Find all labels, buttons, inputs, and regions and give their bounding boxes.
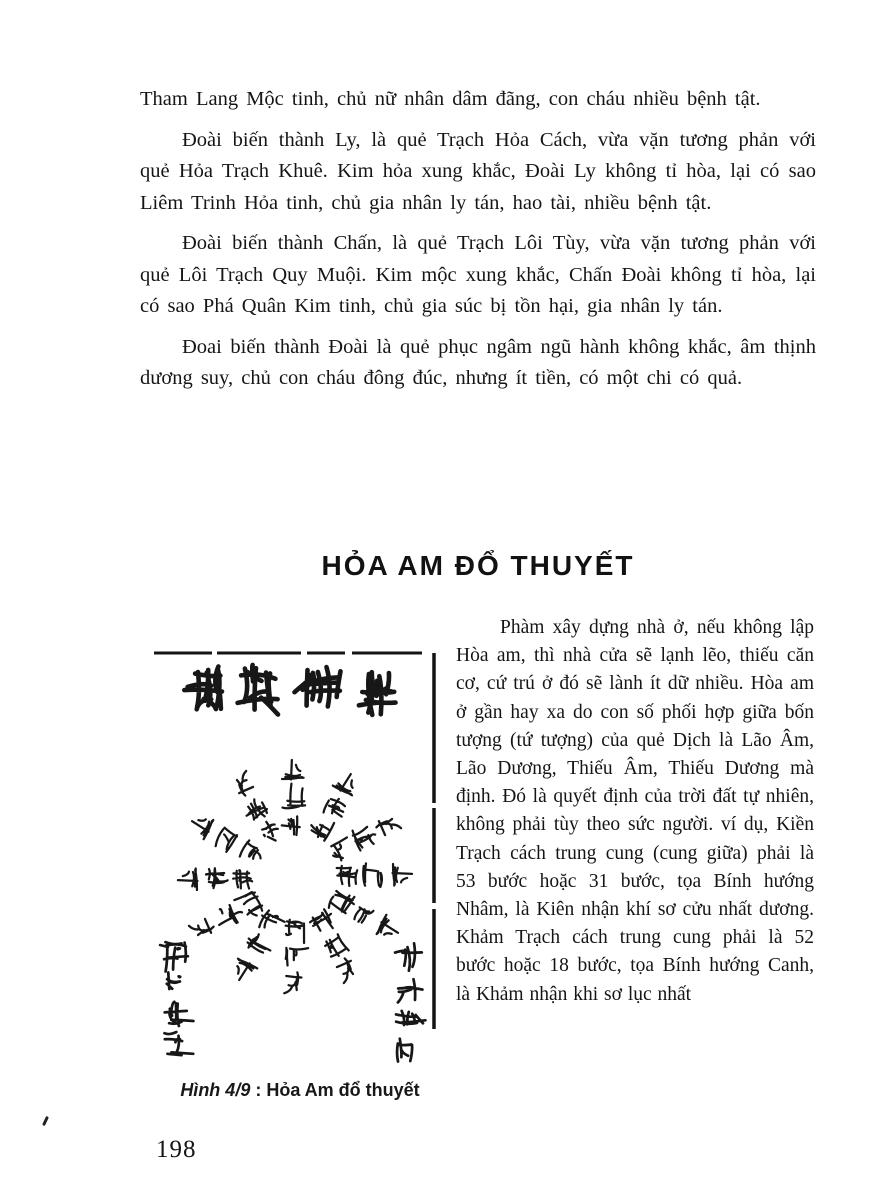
page-number: 198: [156, 1136, 197, 1163]
paragraph: Đoài biến thành Ly, là quẻ Trạch Hỏa Cách, vừa vặn tương phản với quẻ Hỏa Trạch Khuê. Kim hỏa xung khắc, Đoài Ly không tỉ hòa, lại có sao Liêm Trinh Hỏa tinh, chủ gia nhân ly tán, hao tài, nhiều bệnh tật.: [140, 128, 816, 214]
paragraph: Đoài biến thành Chấn, là quẻ Trạch Lôi Tùy, vừa vặn tương phản với quẻ Lôi Trạch Quy Muội. Kim mộc xung khắc, Chấn Đoài không tỉ hòa, lại có sao Phá Quân Kim tinh, chủ gia súc bị tồn hại, gia nhân ly tán.: [140, 232, 816, 317]
figure-diagram: [152, 645, 444, 1070]
paragraph: Tham Lang Mộc tinh, chủ nữ nhân dâm đãng, con cháu nhiều bệnh tật.: [140, 88, 761, 110]
top-paragraphs: [140, 84, 816, 404]
caption-figure-label: Hình 4/9: [180, 1080, 251, 1100]
paragraph: Đoai biến thành Đoài là quẻ phục ngâm ngũ hành không khắc, âm thịnh dương suy, chủ con cháu đông đúc, nhưng ít tiền, có một chi có quả.: [140, 335, 816, 389]
margin-speck: [42, 1116, 49, 1126]
figure-caption: [150, 1080, 450, 1101]
right-text-column: Phàm xây dựng nhà ở, nếu không lập Hòa am, thì nhà cửa sẽ lạnh lẽo, thiếu căn cơ, cứ trú ở đó sẽ lành ít dữ nhiều. Hòa am ở gần hay xa do con số phối hợp giữa bốn tượng (tứ tượng) của quẻ Dịch là Lão Âm, Lão Dương, Thiếu Âm, Thiếu Dương mà định. Đó là quyết định của trời đất tự nhiên, không phải tùy theo sức người. ví dụ, Kiền Trạch cách trung cung (cung giữa) phải là 53 bước hoặc 31 bước, tọa Bính hướng Nhâm, là Kiên nhận khí sơ cửu nhất dương. Khảm Trạch cách trung cung phải là 52 bước hoặc 18 bước, tọa Bính hướng Canh, là Khảm nhận khi sơ lục nhất: [456, 617, 814, 1005]
hoa-am-diagram-image: [152, 645, 444, 1070]
caption-text: : Hỏa Am đổ thuyết: [250, 1080, 420, 1100]
section-heading: HỎA AM ĐỔ THUYẾT: [321, 550, 635, 581]
